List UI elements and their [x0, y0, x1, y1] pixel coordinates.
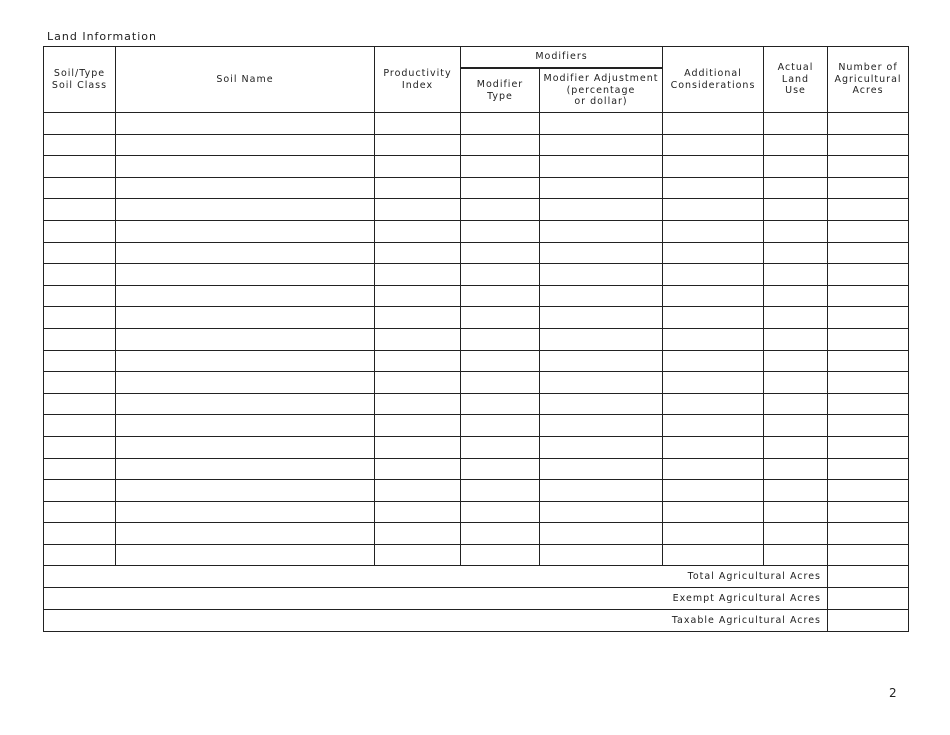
actual-land-use-cell[interactable] [764, 328, 828, 350]
table-row [44, 220, 909, 242]
modifier-type-cell[interactable] [461, 415, 540, 437]
soil-name-cell[interactable] [116, 350, 375, 372]
page-number: 2 [889, 686, 897, 700]
additional-considerations-cell[interactable] [663, 113, 764, 135]
table-row [44, 177, 909, 199]
land-information-table [43, 46, 909, 632]
modifier-type-cell[interactable] [461, 199, 540, 221]
agricultural-acres-cell[interactable] [828, 480, 909, 502]
modifier-adjustment-cell[interactable] [540, 285, 663, 307]
modifier-type-cell[interactable] [461, 264, 540, 286]
modifier-adjustment-cell[interactable] [540, 393, 663, 415]
agricultural-acres-cell[interactable] [828, 134, 909, 156]
soil-name-cell[interactable] [116, 134, 375, 156]
agricultural-acres-cell[interactable] [828, 113, 909, 135]
table-row [44, 199, 909, 221]
table-row [44, 458, 909, 480]
productivity-index-cell[interactable] [375, 328, 461, 350]
actual-land-use-cell[interactable] [764, 544, 828, 566]
additional-considerations-cell[interactable] [663, 199, 764, 221]
modifier-adjustment-cell[interactable] [540, 199, 663, 221]
productivity-index-cell[interactable] [375, 156, 461, 178]
actual-land-use-cell[interactable] [764, 285, 828, 307]
modifier-type-cell[interactable] [461, 372, 540, 394]
exempt-row [44, 588, 909, 610]
agricultural-acres-cell[interactable] [828, 458, 909, 480]
soil-type-cell[interactable] [44, 415, 116, 437]
agricultural-acres-cell[interactable] [828, 523, 909, 545]
actual-land-use-cell[interactable] [764, 415, 828, 437]
productivity-index-cell[interactable] [375, 177, 461, 199]
modifier-type-cell[interactable] [461, 523, 540, 545]
productivity-index-cell[interactable] [375, 415, 461, 437]
agricultural-acres-cell[interactable] [828, 544, 909, 566]
soil-type-cell[interactable] [44, 350, 116, 372]
taxable-row [44, 610, 909, 632]
modifier-adjustment-cell[interactable] [540, 177, 663, 199]
modifier-type-cell[interactable] [461, 177, 540, 199]
table-row [44, 393, 909, 415]
table-row [44, 285, 909, 307]
modifier-adjustment-cell[interactable] [540, 415, 663, 437]
table-row [44, 544, 909, 566]
table-row [44, 501, 909, 523]
productivity-index-cell[interactable] [375, 350, 461, 372]
agricultural-acres-cell[interactable] [828, 220, 909, 242]
agricultural-acres-cell[interactable] [828, 350, 909, 372]
productivity-index-cell[interactable] [375, 458, 461, 480]
exempt-agricultural-acres-field[interactable] [828, 588, 909, 610]
additional-considerations-cell[interactable] [663, 328, 764, 350]
modifier-adjustment-cell[interactable] [540, 480, 663, 502]
table-row [44, 264, 909, 286]
actual-land-use-cell[interactable] [764, 501, 828, 523]
soil-name-cell[interactable] [116, 264, 375, 286]
soil-type-cell[interactable] [44, 264, 116, 286]
table-row [44, 480, 909, 502]
soil-type-cell[interactable] [44, 458, 116, 480]
soil-name-cell[interactable] [116, 307, 375, 329]
modifier-type-cell[interactable] [461, 436, 540, 458]
soil-name-cell[interactable] [116, 480, 375, 502]
modifier-adjustment-cell[interactable] [540, 523, 663, 545]
productivity-index-cell[interactable] [375, 544, 461, 566]
productivity-index-cell[interactable] [375, 501, 461, 523]
soil-name-cell[interactable] [116, 156, 375, 178]
soil-type-cell[interactable] [44, 307, 116, 329]
modifier-adjustment-cell[interactable] [540, 307, 663, 329]
soil-type-cell[interactable] [44, 480, 116, 502]
productivity-index-cell[interactable] [375, 264, 461, 286]
productivity-index-cell[interactable] [375, 220, 461, 242]
table-row [44, 242, 909, 264]
productivity-index-cell[interactable] [375, 199, 461, 221]
header-actual-land-use: Actual Land Use [764, 47, 828, 113]
modifier-adjustment-cell[interactable] [540, 134, 663, 156]
modifier-adjustment-cell[interactable] [540, 242, 663, 264]
soil-type-cell[interactable] [44, 177, 116, 199]
actual-land-use-cell[interactable] [764, 199, 828, 221]
additional-considerations-cell[interactable] [663, 523, 764, 545]
additional-considerations-cell[interactable] [663, 544, 764, 566]
actual-land-use-cell[interactable] [764, 480, 828, 502]
agricultural-acres-cell[interactable] [828, 156, 909, 178]
soil-name-cell[interactable] [116, 393, 375, 415]
soil-name-cell[interactable] [116, 436, 375, 458]
soil-type-cell[interactable] [44, 285, 116, 307]
header-additional-considerations: Additional Considerations [663, 47, 764, 113]
table-row [44, 436, 909, 458]
modifier-type-cell[interactable] [461, 156, 540, 178]
actual-land-use-cell[interactable] [764, 220, 828, 242]
agricultural-acres-cell[interactable] [828, 415, 909, 437]
header-soil-name: Soil Name [116, 47, 375, 113]
soil-type-cell[interactable] [44, 328, 116, 350]
soil-type-cell[interactable] [44, 220, 116, 242]
actual-land-use-cell[interactable] [764, 177, 828, 199]
additional-considerations-cell[interactable] [663, 177, 764, 199]
table-row [44, 113, 909, 135]
actual-land-use-cell[interactable] [764, 156, 828, 178]
soil-name-cell[interactable] [116, 415, 375, 437]
additional-considerations-cell[interactable] [663, 372, 764, 394]
modifier-type-cell[interactable] [461, 393, 540, 415]
table-row [44, 156, 909, 178]
modifier-type-cell[interactable] [461, 242, 540, 264]
agricultural-acres-cell[interactable] [828, 242, 909, 264]
table-row [44, 372, 909, 394]
soil-name-cell[interactable] [116, 458, 375, 480]
additional-considerations-cell[interactable] [663, 393, 764, 415]
additional-considerations-cell[interactable] [663, 307, 764, 329]
soil-name-cell[interactable] [116, 113, 375, 135]
actual-land-use-cell[interactable] [764, 307, 828, 329]
modifier-type-cell[interactable] [461, 544, 540, 566]
additional-considerations-cell[interactable] [663, 480, 764, 502]
taxable-agricultural-acres-field[interactable] [828, 610, 909, 632]
soil-name-cell[interactable] [116, 523, 375, 545]
additional-considerations-cell[interactable] [663, 156, 764, 178]
modifier-adjustment-cell[interactable] [540, 264, 663, 286]
actual-land-use-cell[interactable] [764, 523, 828, 545]
table-row [44, 350, 909, 372]
soil-name-cell[interactable] [116, 328, 375, 350]
taxable-agricultural-acres-label: Taxable Agricultural Acres [44, 610, 828, 632]
actual-land-use-cell[interactable] [764, 242, 828, 264]
modifier-type-cell[interactable] [461, 285, 540, 307]
soil-name-cell[interactable] [116, 501, 375, 523]
productivity-index-cell[interactable] [375, 307, 461, 329]
table-row [44, 328, 909, 350]
modifier-adjustment-cell[interactable] [540, 436, 663, 458]
modifier-type-cell[interactable] [461, 328, 540, 350]
header-number-of-agricultural-acres: Number of Agricultural Acres [828, 47, 909, 113]
additional-considerations-cell[interactable] [663, 501, 764, 523]
modifier-type-cell[interactable] [461, 220, 540, 242]
additional-considerations-cell[interactable] [663, 458, 764, 480]
modifier-adjustment-cell[interactable] [540, 156, 663, 178]
agricultural-acres-cell[interactable] [828, 436, 909, 458]
modifier-adjustment-cell[interactable] [540, 220, 663, 242]
header-productivity-index: Productivity Index [375, 47, 461, 113]
agricultural-acres-cell[interactable] [828, 328, 909, 350]
header-modifier-adjustment: Modifier Adjustment (percentage or dollar) [540, 68, 663, 113]
agricultural-acres-cell[interactable] [828, 199, 909, 221]
modifier-adjustment-cell[interactable] [540, 372, 663, 394]
actual-land-use-cell[interactable] [764, 264, 828, 286]
total-row [44, 566, 909, 588]
header-soil-type: Soil/Type Soil Class [44, 47, 116, 113]
productivity-index-cell[interactable] [375, 480, 461, 502]
modifier-type-cell[interactable] [461, 458, 540, 480]
additional-considerations-cell[interactable] [663, 350, 764, 372]
modifier-adjustment-cell[interactable] [540, 350, 663, 372]
agricultural-acres-cell[interactable] [828, 372, 909, 394]
agricultural-acres-cell[interactable] [828, 307, 909, 329]
modifier-type-cell[interactable] [461, 501, 540, 523]
soil-name-cell[interactable] [116, 372, 375, 394]
additional-considerations-cell[interactable] [663, 242, 764, 264]
modifier-type-cell[interactable] [461, 134, 540, 156]
modifier-adjustment-cell[interactable] [540, 458, 663, 480]
productivity-index-cell[interactable] [375, 242, 461, 264]
modifier-type-cell[interactable] [461, 113, 540, 135]
table-row [44, 307, 909, 329]
productivity-index-cell[interactable] [375, 372, 461, 394]
productivity-index-cell[interactable] [375, 134, 461, 156]
modifier-type-cell[interactable] [461, 307, 540, 329]
actual-land-use-cell[interactable] [764, 350, 828, 372]
actual-land-use-cell[interactable] [764, 458, 828, 480]
additional-considerations-cell[interactable] [663, 134, 764, 156]
modifier-adjustment-cell[interactable] [540, 328, 663, 350]
land-rows [44, 113, 909, 566]
actual-land-use-cell[interactable] [764, 393, 828, 415]
actual-land-use-cell[interactable] [764, 113, 828, 135]
agricultural-acres-cell[interactable] [828, 264, 909, 286]
additional-considerations-cell[interactable] [663, 415, 764, 437]
agricultural-acres-cell[interactable] [828, 501, 909, 523]
soil-type-cell[interactable] [44, 501, 116, 523]
productivity-index-cell[interactable] [375, 393, 461, 415]
soil-type-cell[interactable] [44, 436, 116, 458]
modifier-adjustment-cell[interactable] [540, 501, 663, 523]
soil-type-cell[interactable] [44, 544, 116, 566]
soil-type-cell[interactable] [44, 372, 116, 394]
modifier-adjustment-cell[interactable] [540, 544, 663, 566]
soil-name-cell[interactable] [116, 285, 375, 307]
soil-type-cell[interactable] [44, 156, 116, 178]
soil-name-cell[interactable] [116, 220, 375, 242]
soil-type-cell[interactable] [44, 199, 116, 221]
additional-considerations-cell[interactable] [663, 436, 764, 458]
additional-considerations-cell[interactable] [663, 264, 764, 286]
soil-name-cell[interactable] [116, 544, 375, 566]
additional-considerations-cell[interactable] [663, 285, 764, 307]
additional-considerations-cell[interactable] [663, 220, 764, 242]
actual-land-use-cell[interactable] [764, 134, 828, 156]
productivity-index-cell[interactable] [375, 285, 461, 307]
total-agricultural-acres-field[interactable] [828, 566, 909, 588]
soil-name-cell[interactable] [116, 199, 375, 221]
soil-type-cell[interactable] [44, 393, 116, 415]
modifier-type-cell[interactable] [461, 350, 540, 372]
agricultural-acres-cell[interactable] [828, 285, 909, 307]
modifier-adjustment-cell[interactable] [540, 113, 663, 135]
header-modifiers-group: Modifiers [461, 47, 663, 69]
soil-name-cell[interactable] [116, 242, 375, 264]
productivity-index-cell[interactable] [375, 436, 461, 458]
soil-type-cell[interactable] [44, 113, 116, 135]
exempt-agricultural-acres-label: Exempt Agricultural Acres [44, 588, 828, 610]
soil-name-cell[interactable] [116, 177, 375, 199]
header-modifier-type: Modifier Type [461, 68, 540, 113]
actual-land-use-cell[interactable] [764, 372, 828, 394]
productivity-index-cell[interactable] [375, 113, 461, 135]
soil-type-cell[interactable] [44, 242, 116, 264]
actual-land-use-cell[interactable] [764, 436, 828, 458]
total-agricultural-acres-label: Total Agricultural Acres [44, 566, 828, 588]
soil-type-cell[interactable] [44, 134, 116, 156]
productivity-index-cell[interactable] [375, 523, 461, 545]
table-row [44, 134, 909, 156]
agricultural-acres-cell[interactable] [828, 177, 909, 199]
table-row [44, 415, 909, 437]
section-title: Land Information [47, 30, 157, 43]
agricultural-acres-cell[interactable] [828, 393, 909, 415]
table-row [44, 523, 909, 545]
soil-type-cell[interactable] [44, 523, 116, 545]
modifier-type-cell[interactable] [461, 480, 540, 502]
